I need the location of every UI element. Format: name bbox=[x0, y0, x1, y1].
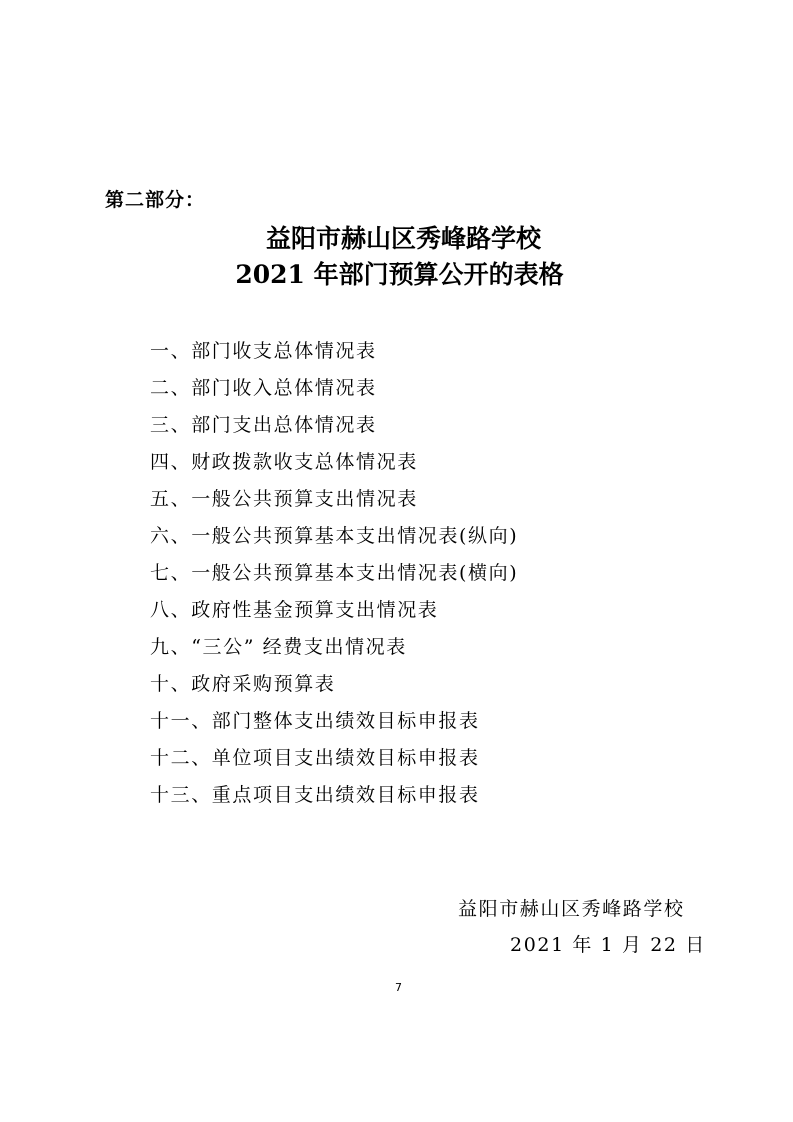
list-item: 五、一般公共预算支出情况表 bbox=[150, 488, 418, 510]
list-item: 七、一般公共预算基本支出情况表(横向) bbox=[150, 562, 519, 584]
page-number: 7 bbox=[395, 981, 402, 994]
list-item: 九、“三公” 经费支出情况表 bbox=[150, 636, 407, 658]
document-title-line-2: 2021 年部门预算公开的表格 bbox=[235, 260, 564, 289]
list-item: 十一、部门整体支出绩效目标申报表 bbox=[150, 710, 480, 732]
list-item: 十、政府采购预算表 bbox=[150, 673, 336, 695]
list-item: 八、政府性基金预算支出情况表 bbox=[150, 599, 439, 621]
list-item: 二、部门收入总体情况表 bbox=[150, 377, 377, 399]
signature-date: 2021 年 1 月 22 日 bbox=[510, 934, 706, 956]
list-item: 六、一般公共预算基本支出情况表(纵向) bbox=[150, 525, 519, 547]
document-title-line-1: 益阳市赫山区秀峰路学校 bbox=[265, 224, 541, 253]
list-item: 四、财政拨款收支总体情况表 bbox=[150, 451, 418, 473]
list-item: 十三、重点项目支出绩效目标申报表 bbox=[150, 784, 480, 806]
list-item: 十二、单位项目支出绩效目标申报表 bbox=[150, 747, 480, 769]
signature-organization: 益阳市赫山区秀峰路学校 bbox=[458, 898, 685, 920]
section-label: 第二部分： bbox=[105, 189, 206, 211]
list-item: 三、部门支出总体情况表 bbox=[150, 414, 377, 436]
table-list bbox=[150, 336, 518, 817]
list-item: 一、部门收支总体情况表 bbox=[150, 340, 377, 362]
